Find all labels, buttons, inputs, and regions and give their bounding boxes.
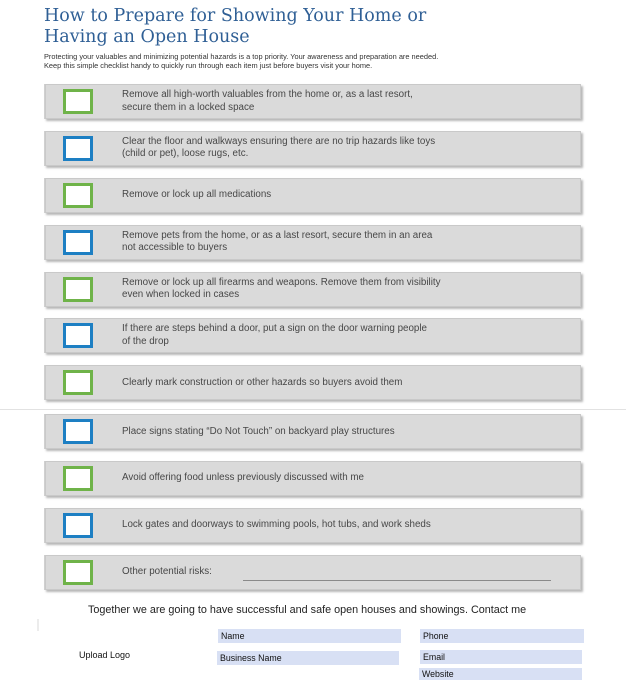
checklist-item-pets: [44, 225, 581, 260]
label-line-1: If there are steps behind a door, put a sign on the door warning people: [122, 323, 428, 335]
checkbox[interactable]: [63, 466, 93, 491]
label-line-1: Remove or lock up all firearms and weapons. Remove them from visibility: [122, 276, 441, 288]
checklist-item-food: [44, 461, 581, 496]
intro-text: [44, 53, 604, 70]
checklist-item-valuables: [44, 84, 581, 119]
other-risks-input-line[interactable]: [243, 580, 551, 581]
checklist-item-construction: [44, 365, 581, 400]
checkbox[interactable]: [63, 419, 93, 444]
label-line-2: of the drop: [122, 335, 169, 347]
checklist-item-label: [122, 131, 522, 166]
checklist-item-label: [122, 84, 522, 119]
name-field[interactable]: Name: [218, 629, 401, 643]
label-line-1: Place signs stating “Do Not Touch” on backyard play structures: [122, 425, 395, 437]
checkbox[interactable]: [63, 136, 93, 161]
email-field[interactable]: Email: [420, 650, 582, 664]
intro-line-2: Keep this simple checklist handy to quickly run through each item just before buyers visit your home.: [44, 60, 373, 70]
checklist-item-label: [122, 414, 522, 449]
checkbox[interactable]: [63, 370, 93, 395]
checkbox[interactable]: [63, 183, 93, 208]
checklist-item-walkways: [44, 131, 581, 166]
checklist-item-label: [122, 225, 522, 260]
label-line-2: secure them in a locked space: [122, 101, 255, 113]
phone-field[interactable]: Phone: [420, 629, 584, 643]
checklist-item-label: [122, 508, 522, 543]
footer-message: Together we are going to have successful and safe open houses and showings. Contact me: [88, 604, 527, 616]
checklist-item-steps: [44, 318, 581, 353]
title-line-1: How to Prepare for Showing Your Home or: [44, 6, 427, 26]
checkbox[interactable]: [63, 513, 93, 538]
label-line-1: Remove all high-worth valuables from the home or, as a last resort,: [122, 89, 413, 100]
label-line-1: Clearly mark construction or other hazards so buyers avoid them: [122, 376, 403, 388]
checklist-item-firearms: [44, 272, 581, 307]
checkbox[interactable]: [63, 89, 93, 114]
label-line-1: Remove pets from the home, or as a last resort, secure them in an area: [122, 229, 433, 241]
label-line-2: (child or pet), loose rugs, etc.: [122, 148, 249, 160]
checklist-item-label: [122, 272, 522, 307]
checklist-item-label: [122, 178, 522, 213]
label-line-1: Avoid offering food unless previously discussed with me: [122, 472, 364, 484]
checklist: [44, 84, 581, 602]
label-line-1: Other potential risks:: [122, 566, 212, 578]
checklist-item-play-structures: [44, 414, 581, 449]
label-line-2: not accessible to buyers: [122, 242, 228, 254]
label-line-1: Lock gates and doorways to swimming pools, hot tubs, and work sheds: [122, 519, 431, 531]
checkbox[interactable]: [63, 230, 93, 255]
label-line-1: Clear the floor and walkways ensuring there are no trip hazards like toys: [122, 135, 436, 147]
checklist-item-label: [122, 318, 522, 353]
checkbox[interactable]: [63, 560, 93, 585]
upload-logo[interactable]: Upload Logo: [79, 650, 131, 660]
website-field[interactable]: Website: [419, 668, 582, 680]
checklist-item-label: [122, 365, 522, 400]
intro-line-1: Protecting your valuables and minimizing potential hazards is a top priority. Your awareness and preparation are needed.: [44, 52, 439, 61]
checklist-item-other-risks: [44, 555, 581, 590]
title-line-2: Having an Open House: [44, 27, 250, 47]
checklist-item-pools: [44, 508, 581, 543]
checklist-item-label: [122, 555, 522, 590]
checkbox[interactable]: [63, 323, 93, 348]
checklist-item-medications: [44, 178, 581, 213]
checkbox[interactable]: [63, 277, 93, 302]
business-name-field[interactable]: Business Name: [217, 651, 399, 665]
faint-mark: [37, 619, 39, 631]
checklist-item-label: [122, 461, 522, 496]
label-line-1: Remove or lock up all medications: [122, 189, 272, 201]
label-line-2: even when locked in cases: [122, 289, 240, 301]
page-title: [44, 6, 604, 48]
